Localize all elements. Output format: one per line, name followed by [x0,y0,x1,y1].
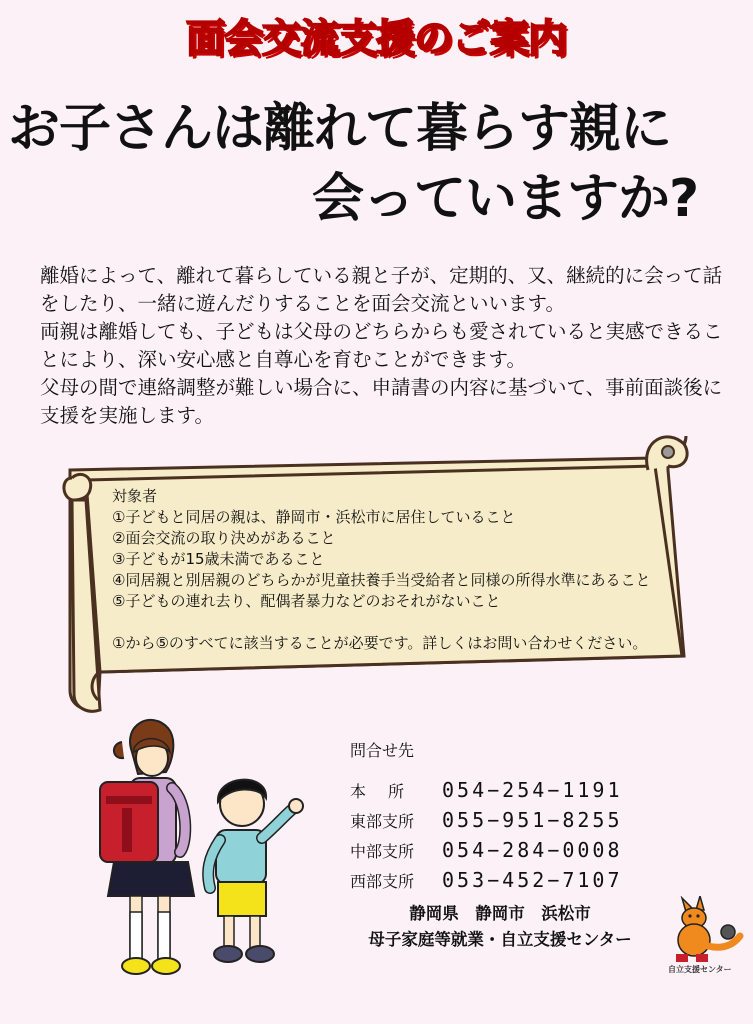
phone-number: 054−284−0008 [442,838,623,862]
contact-row [350,835,670,865]
intro-paragraph-1: 離婚によって、離れて暮らしている親と子が、定期的、又、継続的に会って話をしたり、一緒に遊んだりすることを面会交流といいます。 [40,264,723,315]
condition-item-2: ②面会交流の取り決めがあること [112,529,336,547]
headline-line-2: 会っていますか? [312,169,699,229]
kangaroo-mascot-icon [664,896,744,966]
condition-item-4: ④同居親と別居親のどちらかが児童扶養手当受給者と同様の所得水準にあること [112,571,651,589]
condition-item-3: ③子どもが15歳未満であること [112,550,325,568]
conditions-title: 対象者 [112,487,158,505]
contact-row [350,775,670,805]
phone-number: 053−452−7107 [442,868,623,892]
children-illustration [92,712,322,992]
org-center-name: 母子家庭等就業・自立支援センター [368,930,632,949]
mascot-label: 自立支援センター [668,965,732,974]
office-label: 東部支所 [350,811,415,831]
page-header-title: 面会交流支援のご案内 [185,17,566,62]
condition-item-1: ①子どもと同居の親は、静岡市・浜松市に居住していること [112,508,516,526]
office-label: 中部支所 [350,841,415,861]
contact-row [350,865,670,895]
intro-paragraph-2: 両親は離婚しても、子どもは父母のどちらからも愛されていると実感できることにより、深い安心感と自尊心を育むことができます。 [40,320,723,371]
org-prefectures: 静岡県 静岡市 浜松市 [409,904,591,923]
condition-item-5: ⑤子どもの連れ去り、配偶者暴力などのおそれがないこと [112,592,501,610]
contact-section [350,738,670,895]
office-label: 西部支所 [350,871,415,891]
office-label: 本所 [350,781,427,801]
headline-line-1: お子さんは離れて暮らす親に [8,99,672,159]
intro-paragraph-3: 父母の間で連絡調整が難しい場合に、申請書の内容に基づいて、事前面談後に支援を実施します。 [40,376,723,427]
contact-row [350,805,670,835]
conditions-note: ①から⑤のすべてに該当することが必要です。詳しくはお問い合わせください。 [112,634,648,652]
phone-number: 055−951−8255 [442,808,623,832]
conditions-box [112,486,672,654]
phone-number: 054−254−1191 [442,778,623,802]
contact-title: 問合せ先 [350,741,415,760]
